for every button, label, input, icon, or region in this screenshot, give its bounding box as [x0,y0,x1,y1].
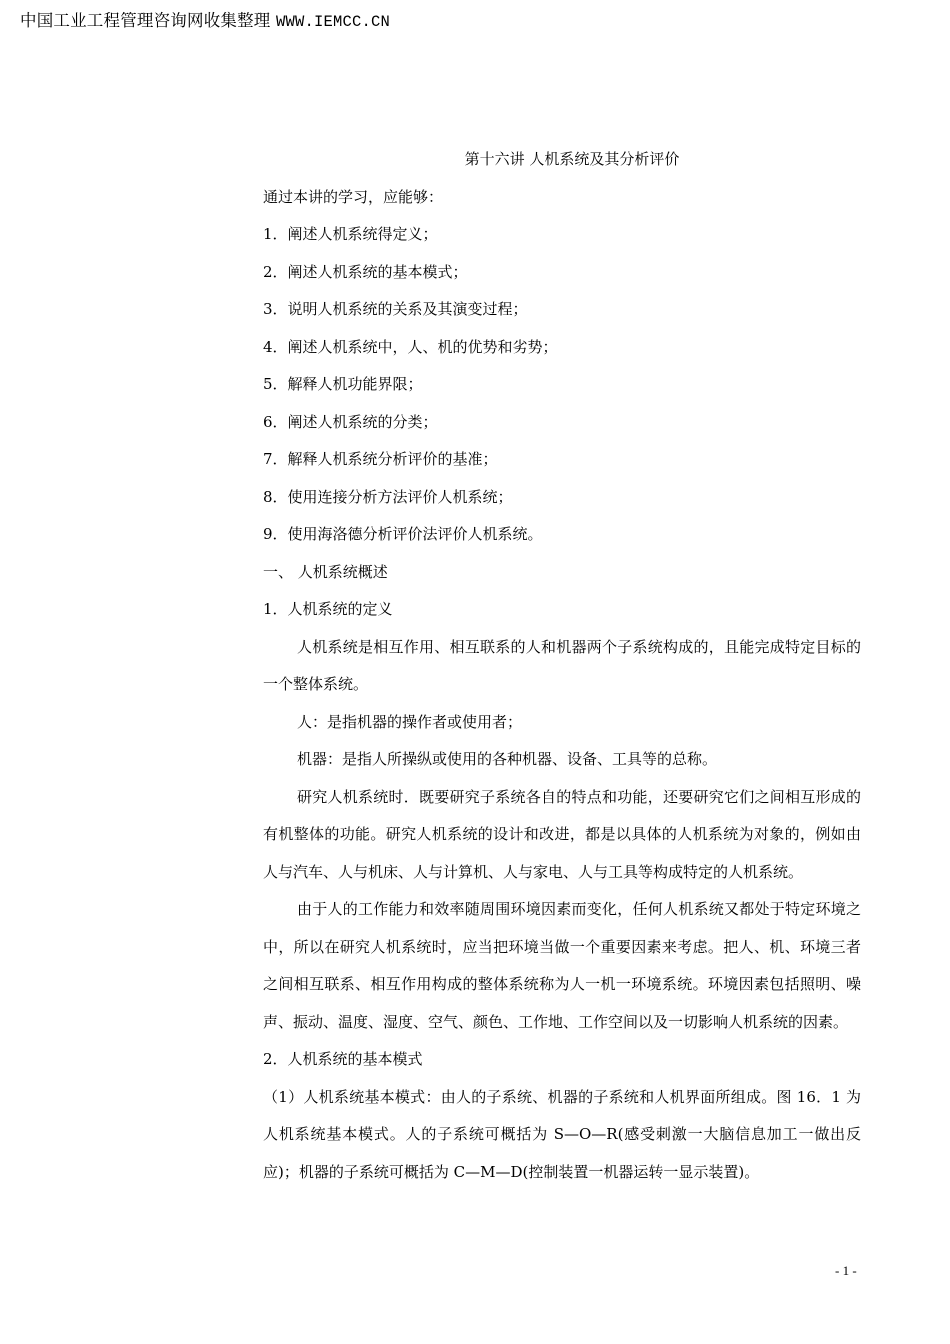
objective-item: 3．说明人机系统的关系及其演变过程； [263,300,528,318]
definition-machine: 机器：是指人所操纵或使用的各种机器、设备、工具等的总称。 [297,750,718,768]
definition-human: 人：是指机器的操作者或使用者； [297,712,523,731]
header-url: WWW.IEMCC.CN [275,13,390,31]
section-heading: 一、 人机系统概述 [263,562,388,581]
paragraph: 由于人的工作能力和效率随周围环境因素而变化，任何人机系统又都处于特定环境之中，所以在研究人机系统时，应当把环境当做一个重要因素来考虑。把人、机、环境三者之间相互联系、相互作用构成的整体系统称为人一机一环境系统。环境因素包括照明、噪声、振动、温度、湿度、空气、颜色、工作地、工作空间以及一切影响人机系统的因素。 [263,900,861,1031]
objective-item: 8．使用连接分析方法评价人机系统； [263,487,513,506]
paragraph: 研究人机系统时．既要研究子系统各自的特点和功能，还要研究它们之间相互形成的有机整体的功能。研究人机系统的设计和改进，都是以具体的人机系统为对象的，例如由人与汽车、人与机床、人与计算机、人与家电、人与工具等构成特定的人机系统。 [263,787,861,881]
paragraph: （1）人机系统基本模式：由人的子系统、机器的子系统和人机界面所组成。图 16．1 为人机系统基本模式。人的子系统可概括为 S—O—R(感受刺激一大脑信息加工一做出反应)；机器的子系统可概括为 C—M—D(控制装置一机器运转一显示装置)。 [263,1087,861,1181]
header-site-name: 中国工业工程管理咨询网收集整理 [20,11,271,30]
paragraph: 人机系统是相互作用、相互联系的人和机器两个子系统构成的，且能完成特定目标的一个整体系统。 [263,637,861,693]
page-header [20,7,390,31]
document-body [263,141,861,1191]
intro-line: 通过本讲的学习，应能够： [263,187,444,206]
objective-item: 2．阐述人机系统的基本模式； [263,262,468,281]
objective-item: 7．解释人机系统分析评价的基准； [263,450,498,468]
document-title: 第十六讲 人机系统及其分析评价 [464,150,680,168]
subsection-heading: 2．人机系统的基本模式 [263,1050,423,1068]
objective-item: 5．解释人机功能界限； [263,375,423,393]
objective-item: 9．使用海洛德分析评价法评价人机系统。 [263,525,543,543]
objective-item: 6．阐述人机系统的分类； [263,412,438,431]
objective-item: 1．阐述人机系统得定义； [263,225,438,243]
subsection-heading: 1．人机系统的定义 [263,600,393,618]
page-number: - 1 - [835,1263,857,1278]
objective-item: 4．阐述人机系统中，人、机的优势和劣势； [263,337,558,356]
